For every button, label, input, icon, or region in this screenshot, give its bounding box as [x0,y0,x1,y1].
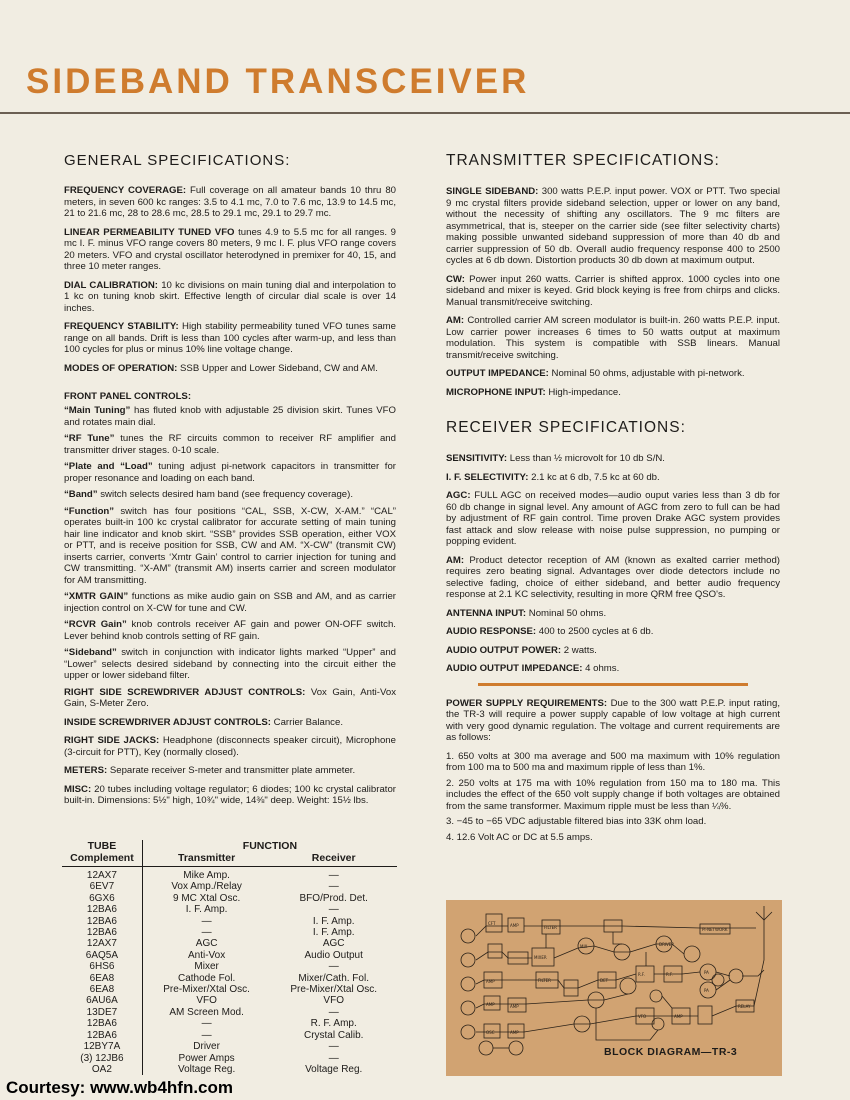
power-requirement-item: 3. −45 to −65 VDC adjustable filtered bias into 33K ohm load. [446,816,707,827]
spec-item [446,472,780,484]
tube-type-cell: 12BA6 [62,927,142,938]
control-name: “Main Tuning” [64,405,131,416]
tube-type-cell: 6AQ5A [62,950,142,961]
general-specifications-column [64,152,396,814]
svg-text:OSC: OSC [486,1030,495,1035]
svg-text:FILTER: FILTER [538,978,551,983]
spec-item [64,735,396,758]
svg-text:AMP: AMP [510,1004,519,1009]
spec-text: Carrier Balance. [271,716,343,728]
receiver-function-cell: — [328,881,339,893]
tube-type-cell: 12AX7 [62,938,142,949]
spec-text: Power input 260 watts. Carrier is shifted approx. 1000 cycles into one sideband and mixer is keyed. Grid block keying is free from chirps and clicks. Manual transmit/receive switching. [446,273,780,308]
svg-text:AMP: AMP [510,1030,519,1035]
power-requirement-item: 1. 650 volts at 300 ma average and 500 ma maximum with 10% regulation from 100 ma to 500 ma and maximum ripple of less than 1%. [446,750,780,773]
spec-label: AUDIO OUTPUT IMPEDANCE: [446,663,583,674]
page-title: SIDEBAND TRANSCEIVER [26,62,530,101]
spec-item [446,645,780,657]
spec-label: LINEAR PERMEABILITY TUNED VFO [64,226,235,238]
transmitter-specifications-heading: TRANSMITTER SPECIFICATIONS: [446,152,720,169]
front-panel-item [64,461,396,484]
spec-item [64,363,396,375]
spec-item [64,280,396,315]
control-name: “Plate and “Load” [64,461,153,472]
table-row [62,916,397,927]
control-name: “Sideband” [64,647,117,658]
spec-label: FREQUENCY STABILITY: [64,321,179,332]
spec-label: FREQUENCY COVERAGE: [64,185,187,196]
tube-type-cell: 13DE7 [62,1007,142,1018]
svg-text:MIX: MIX [580,944,588,949]
spec-text: Nominal 50 ohms. [526,607,607,619]
transmitter-function-cell: Voltage Reg. [177,1063,236,1075]
table-row [62,867,397,882]
receiver-function-cell: Crystal Calib. [303,1029,364,1041]
spec-label: CW: [446,273,466,285]
svg-text:PI-NETWORK: PI-NETWORK [702,927,728,932]
transmitter-function-cell: Cathode Fol. [177,972,236,984]
svg-text:VFO: VFO [638,1014,647,1019]
front-panel-heading: FRONT PANEL CONTROLS: [64,391,192,402]
spec-label: METERS: [64,765,108,776]
title-rule [0,112,850,114]
spec-label: I. F. SELECTIVITY: [446,471,529,483]
power-requirements-list [446,751,780,844]
control-description: tunes the RF circuits common to receiver RF amplifier and transmitter driver stages. 0-10 scale. [64,433,396,456]
receiver-specs-list [446,453,780,675]
control-description: switch has four positions “CAL, SSB, X-CW, X-AM.” “CAL” operates built-in 100 kc crystal calibrator for accurate setting of main tuning hair line indicator and knob skirt. “SSB” provides SSB operation, either VOX or PTT, and is receive position for SSB, CW and AM. “X-CW” (transmit CW) inserts carrier, converts ‘Xmtr Gain’ control to carrier injection for tuning and CW transmitting. “X-AM” (transmit AM) inserts carrier and screen modulator for AM transmitting. [64,505,396,586]
svg-text:AMP: AMP [510,923,519,928]
tube-header: TUBE [62,840,142,852]
receiver-function-cell: Voltage Reg. [305,1063,363,1075]
power-supply-requirements: POWER SUPPLY REQUIREMENTS: Due to the 300 watt P.E.P. input rating, the TR-3 will require a power supply capable of low voltage at high current with very good dynamic regulation. The voltage and current requirements are as follows: [446,697,780,743]
table-row [62,1041,397,1052]
tube-type-cell: 6EA8 [62,973,142,984]
transmitter-function-cell: Mike Amp. [183,870,230,881]
spec-item [446,186,780,267]
receiver-function-cell: I. F. Amp. [312,927,355,939]
transmitter-specs-list [446,186,780,398]
table-row [62,961,397,972]
spec-label: RIGHT SIDE SCREWDRIVER ADJUST CONTROLS: [64,686,306,698]
tube-type-cell: 12BY7A [62,1041,142,1052]
tube-type-cell: OA2 [62,1064,142,1075]
spec-item [64,765,396,777]
spec-text: tunes 4.9 to 5.5 mc for all ranges. 9 mc I. F. minus VFO range covers 80 meters, 9 mc I. F. plus VFO range covers 20 meters. VFO and crystal oscillator heterodyned in premixer for 40, 15, and three 10 meter ranges. [64,226,396,272]
spec-label: OUTPUT IMPEDANCE: [446,368,549,379]
tube-type-cell: (3) 12JB6 [62,1053,142,1064]
svg-text:MIXER: MIXER [534,955,547,960]
spec-text: 10 kc divisions on main tuning dial and interpolation to 1 kc on tuning knob skirt. Effective length of circular dial scale is over 14 inches. [64,279,396,314]
receiver-function-cell: R. F. Amp. [310,1018,357,1030]
power-requirement-item: 2. 250 volts at 175 ma with 10% regulation from 150 ma to 180 ma. This includes the effect of the 650 volt supply change if both voltages are obtained from the same transformer. Maximum ripple must be less than ¼%. [446,777,780,812]
block-diagram-caption: BLOCK DIAGRAM—TR-3 [604,1046,738,1058]
spec-item [446,663,780,675]
spec-text: Nominal 50 ohms, adjustable with pi-network. [548,368,745,379]
control-description: switch in conjunction with indicator lights marked “Upper” and “Lower” selects desired sideband by connecting into the circuit either the upper or lower sideband filter. [64,647,396,681]
control-name: “RCVR Gain” [64,619,127,630]
table-row [62,1007,397,1018]
front-panel-item [64,405,396,428]
front-panel-item [64,619,396,642]
transmitter-function-cell: I. F. Amp. [185,904,228,916]
spec-item [64,717,396,729]
spec-text: Headphone (disconnects speaker circuit), Microphone (3-circuit for PTT), Key (normally closed). [64,735,396,758]
transmitter-function-cell: Driver [193,1041,220,1053]
control-description: knob controls receiver AF gain and power ON-OFF switch. Lever behind knob controls setting of RF gain. [64,619,396,642]
table-row [62,1064,397,1075]
svg-text:AMP: AMP [486,979,495,984]
tube-type-cell: 12AX7 [62,867,142,882]
table-row [62,904,397,915]
table-row [62,950,397,961]
spec-item [446,490,780,548]
spec-text: Controlled carrier AM screen modulator is built-in. 260 watts P.E.P. input. Low carrier power increases 6 times to 50 watts output at maximum modulation. This system is compatible with SSB linears. Manual transmit/receive switching. [446,315,780,361]
tube-type-cell: 12BA6 [62,1030,142,1041]
spec-label: AM: [446,315,465,326]
svg-text:CFT: CFT [488,921,496,926]
table-row [62,927,397,938]
spec-item [446,626,780,638]
tube-type-cell: 12BA6 [62,904,142,915]
transmitter-function-cell: Vox Amp./Relay [171,881,242,893]
table-row [62,973,397,984]
svg-text:AMP: AMP [486,1002,495,1007]
receiver-function-cell: Mixer/Cath. Fol. [298,972,369,984]
spec-text: Separate receiver S-meter and transmitter plate ammeter. [107,765,356,776]
transmitter-function-cell: Anti-Vox [187,949,226,961]
spec-text: Full coverage on all amateur bands 10 thru 80 meters, in seven 600 kc ranges: 3.5 to 4.1 mc, 7.0 to 7.6 mc, 13.9 to 14.5 mc, 21 to 21.6 mc, 28 to 28.6 mc, 28.5 to 29.1 mc, 29.1 to 29.7 mc. [64,185,396,219]
svg-text:R.F.: R.F. [666,972,673,977]
svg-text:AMP: AMP [674,1014,683,1019]
control-description: has fluted knob with adjustable 25 division skirt. Tunes VFO and rotates main dial. [64,405,396,428]
table-row [62,1030,397,1041]
spec-item [446,555,780,601]
spec-label: AM: [446,554,465,566]
control-description: switch selects desired ham band (see frequency coverage). [97,489,354,500]
tube-type-cell: 6EA8 [62,984,142,995]
transmitter-function-cell: Mixer [194,961,219,973]
transmitter-function-cell: 9 MC Xtal Osc. [172,892,241,904]
control-description: tuning adjust pi-network capacitors in transmitter for proper resonance and loading on each band. [64,461,397,484]
receiver-function-cell: — [328,961,339,973]
receiver-function-cell: — [328,1041,339,1053]
svg-text:PA: PA [704,988,709,993]
receiver-function-cell: — [328,1052,339,1064]
table-row [62,1018,397,1029]
spec-text: 4 ohms. [582,663,620,674]
control-name: “Band” [64,489,98,500]
svg-text:R.F.: R.F. [638,972,645,977]
spec-label: RIGHT SIDE JACKS: [64,735,160,746]
spec-text: Vox Gain, Anti-Vox Gain, S-Meter Zero. [64,686,396,709]
svg-text:FILTER: FILTER [544,925,557,930]
general-specifications-heading: GENERAL SPECIFICATIONS: [64,152,291,169]
table-row [62,1053,397,1064]
front-panel-item [64,647,396,682]
spec-text: Less than ½ microvolt for 10 db S/N. [507,453,665,464]
receiver-function-cell: — [328,1006,339,1018]
spec-label: AUDIO RESPONSE: [446,626,537,637]
spec-label: ANTENNA INPUT: [446,607,527,619]
power-requirement-item: 4. 12.6 Volt AC or DC at 5.5 amps. [446,831,593,843]
table-row [62,938,397,949]
receiver-specifications-heading: RECEIVER SPECIFICATIONS: [446,419,686,436]
front-panel-item [64,489,396,501]
spec-text: 2.1 kc at 6 db, 7.5 kc at 60 db. [528,471,660,483]
svg-text:DRIVER: DRIVER [659,942,675,947]
tube-type-cell: 12BA6 [62,916,142,927]
spec-label: SENSITIVITY: [446,453,508,464]
general-specs-list-2 [64,687,396,807]
receiver-function-cell: Audio Output [304,949,363,961]
spec-text: High stability permeability tuned VFO tunes same range on all bands. Drift is less than 100 cycles after warm-up, and less than 100 cycles for plus or minus 10% line voltage change. [64,321,397,355]
spec-text: 400 to 2500 cycles at 6 db. [536,626,654,637]
transmitter-function-cell: Power Amps [178,1052,235,1064]
spec-text: Product detector reception of AM (known as exalted carrier method) requires zero beating signal. Advantages over diode detectors include no selective fading, choice of either sideband, and better audio frequency response at 2.1 KC selectivity, resulting in more QRM free QSO's. [446,554,780,600]
spec-item [446,453,780,465]
transmitter-function-cell: Pre-Mixer/Xtal Osc. [163,984,250,996]
table-row [62,984,397,995]
transmitter-function-cell: — [201,927,212,939]
spec-text: 2 watts. [561,644,597,656]
spec-item [64,784,396,807]
transmitter-receiver-column [446,152,780,847]
transmitter-function-cell: AGC [195,938,218,950]
transmitter-header: Transmitter [142,852,270,867]
spec-item [446,315,780,361]
spec-item [446,387,780,399]
receiver-function-cell: I. F. Amp. [312,915,355,927]
transmitter-function-cell: — [201,1029,212,1041]
spec-label: SINGLE SIDEBAND: [446,186,539,197]
spec-text: FULL AGC on received modes—audio ouput varies less than 3 db for 60 db change in signal level. Any amount of AGC from zero to full can be had by adjustment of RF gain control. Time proven Drake AGC system provides fast attack and slow release with noise pulse suppression, no pumping or popping evident. [446,490,780,547]
tube-type-cell: 12BA6 [62,1018,142,1029]
svg-text:RELAY: RELAY [738,1004,751,1009]
function-header: FUNCTION [242,840,298,852]
spec-label: AGC: [446,490,471,501]
receiver-function-cell: — [328,904,339,916]
spec-label: MISC: [64,783,92,795]
spec-text: SSB Upper and Lower Sideband, CW and AM. [177,362,378,374]
table-row [62,893,397,904]
control-name: “Function” [64,505,115,517]
spec-item [64,321,396,356]
tube-complement-table [62,840,397,1075]
front-panel-list [64,405,396,682]
spec-item [64,227,396,273]
general-specs-list [64,185,396,374]
receiver-header: Receiver [270,852,397,867]
complement-header: Complement [62,852,142,867]
table-row [62,995,397,1006]
spec-text: High-impedance. [545,386,621,398]
transmitter-function-cell: VFO [196,995,217,1007]
front-panel-item [64,506,396,587]
transmitter-function-cell: — [201,1018,212,1030]
control-name: “RF Tune” [64,433,115,444]
spec-item [446,608,780,620]
divider-rule [478,683,748,686]
transmitter-function-cell: AM Screen Mod. [169,1006,244,1018]
receiver-function-cell: Pre-Mixer/Xtal Osc. [290,984,378,996]
spec-item [446,274,780,309]
tube-type-cell: 6GX6 [62,893,142,904]
spec-item [446,368,780,380]
spec-label: INSIDE SCREWDRIVER ADJUST CONTROLS: [64,716,271,728]
control-name: “XMTR GAIN” [64,591,129,602]
tube-type-cell: 6AU6A [62,995,142,1006]
courtesy-credit: Courtesy: www.wb4hfn.com [6,1078,234,1097]
receiver-function-cell: VFO [323,995,344,1007]
tube-type-cell: 6HS6 [62,961,142,972]
spec-text: 300 watts P.E.P. input power. VOX or PTT. Two special 9 mc crystal filters provide sideband selection, upper or lower on any band, without the necessity of shifting any oscillators. The 9 mc filters are asymmetrical, that is, steeper on the carrier side (see filter selectivity charts) making possible unwanted sideband suppression of more than 40 db and carrier suppression of 50 db. Overall audio frequency response 400 to 2500 cycles at 6 db down. Distortion products 30 db down at maximum output. [446,186,781,266]
receiver-function-cell: AGC [322,938,345,950]
control-description: functions as mike audio gain on SSB and AM, and as carrier injection control on X-CW for tune and CW. [64,591,396,614]
spec-item [64,185,396,220]
receiver-function-cell: — [328,870,339,881]
spec-item [64,687,396,710]
svg-text:DET: DET [600,978,609,983]
spec-label: AUDIO OUTPUT POWER: [446,644,562,656]
spec-text: 20 tubes including voltage regulator; 6 diodes; 100 kc crystal calibrator built-in. Dimensions: 5½" high, 10¾" wide, 14⅜" deep. Weight: 15½ lbs. [64,783,396,806]
spec-label: DIAL CALIBRATION: [64,279,158,291]
table-row [62,881,397,892]
svg-text:PA: PA [704,970,709,975]
transmitter-function-cell: — [201,915,212,927]
front-panel-item [64,591,396,614]
spec-label: MODES OF OPERATION: [64,362,178,374]
tube-type-cell: 6EV7 [62,881,142,892]
spec-label: MICROPHONE INPUT: [446,386,546,398]
front-panel-item [64,433,396,456]
receiver-function-cell: BFO/Prod. Det. [299,892,368,904]
